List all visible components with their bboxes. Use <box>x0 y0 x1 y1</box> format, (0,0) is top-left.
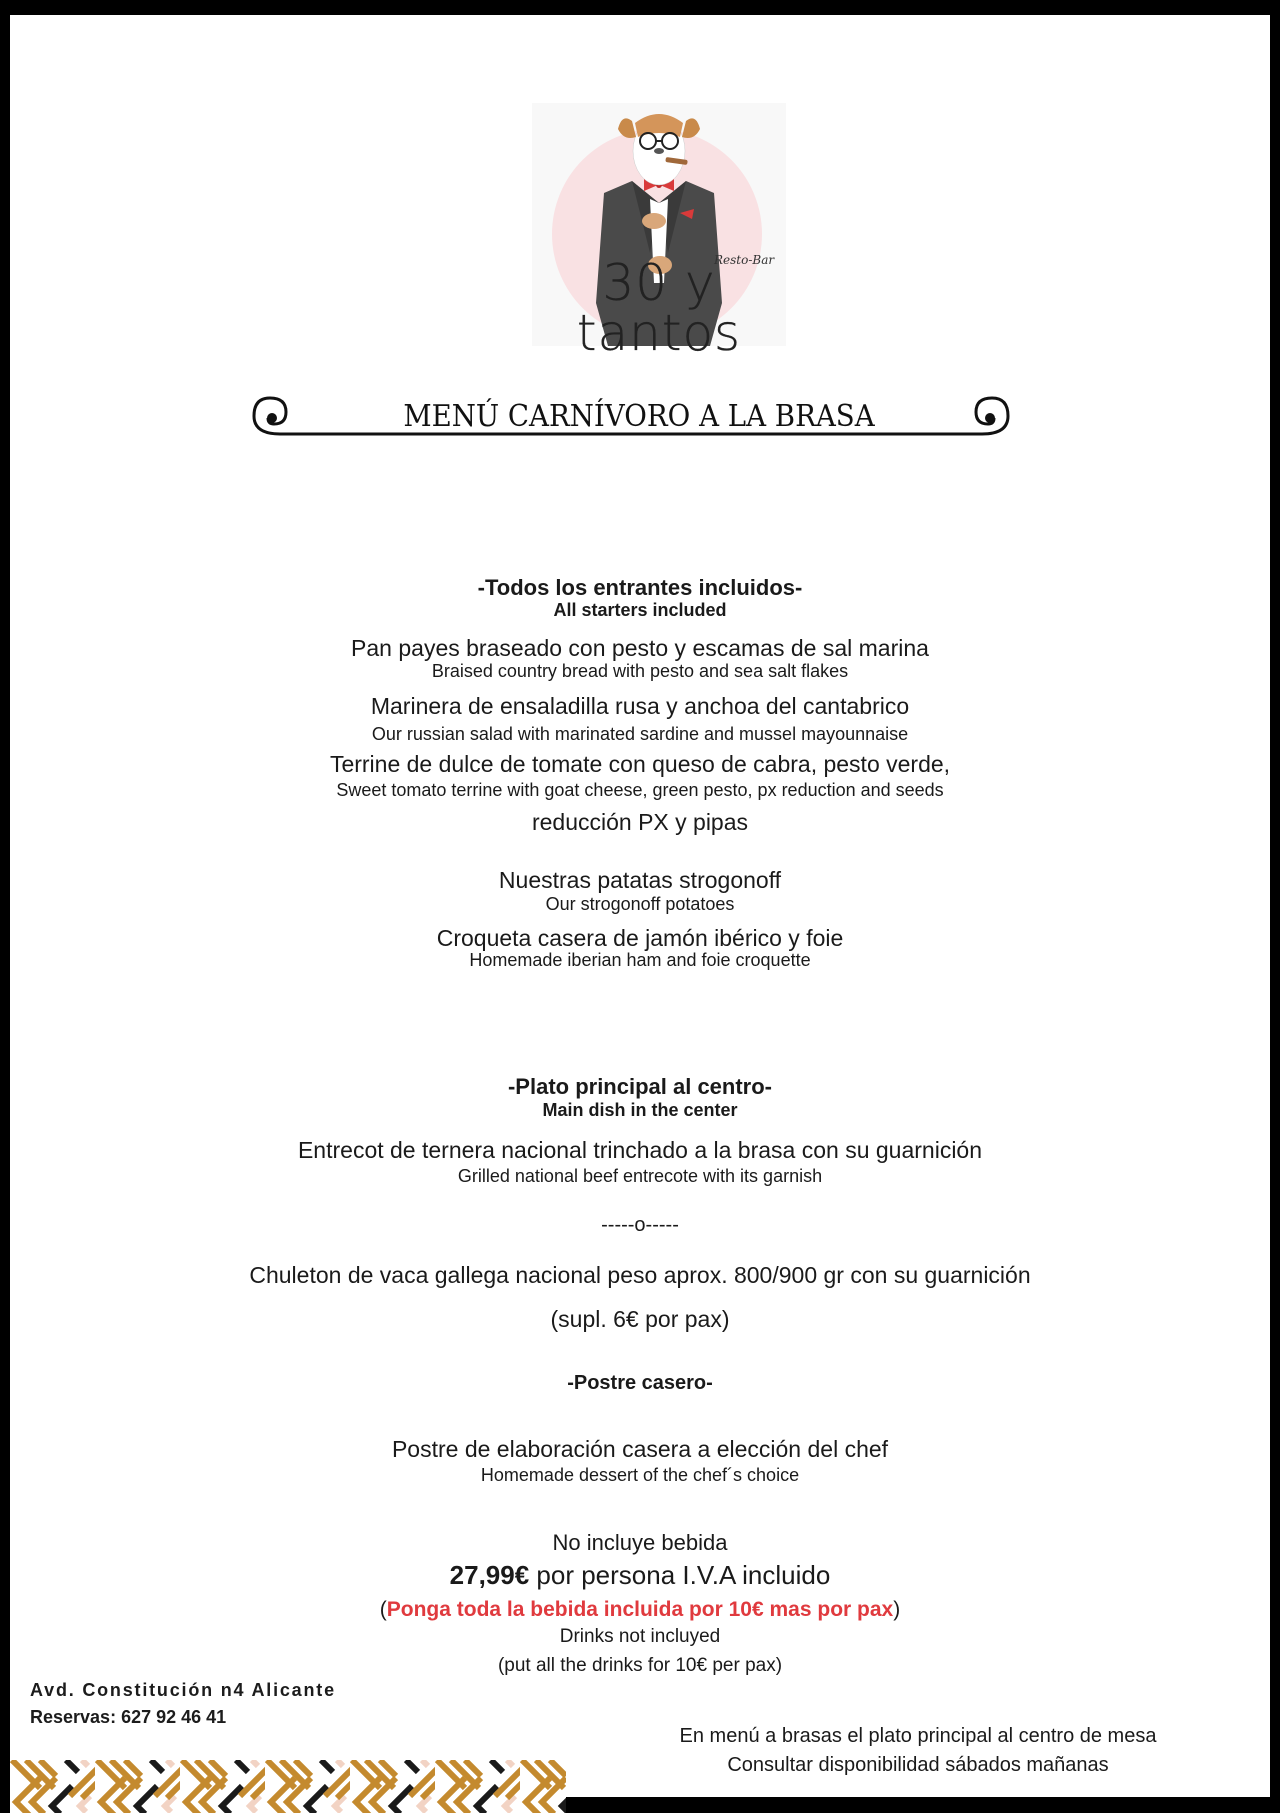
price-line <box>10 1560 1270 1591</box>
drinks-offer: Ponga toda la bebida incluida por 10€ mas por pax <box>386 1598 894 1621</box>
price-value: 27,99€ <box>449 1560 530 1590</box>
main-option-2-es: Chuleton de vaca gallega nacional peso aprox. 800/900 gr con su guarnición <box>249 1262 1031 1288</box>
starters-heading: -Todos los entrantes incluidos- <box>477 575 803 600</box>
starter-item-es: Croqueta casera de jamón ibérico y foie <box>436 925 844 951</box>
starter-item-en: Our russian salad with marinated sardine and mussel mayounnaise <box>371 724 909 744</box>
starter-item-es: Terrine de dulce de tomate con queso de cabra, pesto verde, <box>329 751 951 777</box>
starter-item-en: Sweet tomato terrine with goat cheese, green pesto, px reduction and seeds <box>336 780 944 800</box>
starter-item-en: Homemade iberian ham and foie croquette <box>469 950 811 970</box>
address: Avd. Constitución n4 Alicante <box>30 1680 336 1700</box>
paren-close: ) <box>893 1598 901 1621</box>
dessert-en: Homemade dessert of the chef´s choice <box>480 1465 800 1485</box>
no-drinks-note: No incluye bebida <box>552 1530 728 1555</box>
footer-note-2: Consultar disponibilidad sábados mañanas <box>727 1754 1109 1776</box>
paren-open: ( <box>379 1598 387 1621</box>
reservations-phone: Reservas: 627 92 46 41 <box>30 1707 227 1727</box>
starter-item-es: Nuestras patatas strogonoff <box>498 867 782 893</box>
main-heading: -Plato principal al centro- <box>507 1074 773 1099</box>
no-drinks-en: Drinks not incluyed <box>559 1626 721 1647</box>
bottom-border-bar <box>566 1797 1270 1813</box>
starters-heading-en: All starters included <box>553 600 727 620</box>
logo-brand-name: 30 y tantos <box>576 254 742 362</box>
logo-tagline: Resto-Bar <box>714 253 775 267</box>
title-banner <box>254 389 1036 445</box>
main-option-2-supplement: (supl. 6€ por pax) <box>550 1306 730 1332</box>
footer-note-1: En menú a brasas el plato principal al centro de mesa <box>679 1725 1157 1747</box>
option-separator: -----o----- <box>601 1214 679 1236</box>
starter-item-es-cont: reducción PX y pipas <box>531 809 749 835</box>
main-heading-en: Main dish in the center <box>542 1100 738 1120</box>
dessert-heading: -Postre casero- <box>567 1372 713 1394</box>
chevron-pattern-icon <box>10 1760 566 1813</box>
starter-item-es: Marinera de ensaladilla rusa y anchoa del cantabrico <box>370 693 910 719</box>
main-option-1-es: Entrecot de ternera nacional trinchado a la brasa con su guarnición <box>297 1137 983 1163</box>
price-suffix: por persona I.V.A incluido <box>529 1560 831 1590</box>
decorative-chevron-pattern <box>10 1760 566 1813</box>
starter-item-en: Our strogonoff potatoes <box>545 894 735 914</box>
menu-page <box>10 15 1270 1813</box>
main-option-1-en: Grilled national beef entrecote with its garnish <box>457 1166 823 1186</box>
dessert-es: Postre de elaboración casera a elección del chef <box>391 1436 889 1462</box>
drinks-offer-line <box>10 1598 1270 1622</box>
starter-item-es: Pan payes braseado con pesto y escamas de sal marina <box>351 635 929 661</box>
page-title: MENÚ CARNÍVORO A LA BRASA <box>403 399 875 434</box>
drinks-offer-en: (put all the drinks for 10€ per pax) <box>497 1655 783 1676</box>
starter-item-en: Braised country bread with pesto and sea salt flakes <box>431 661 849 681</box>
restaurant-logo <box>532 103 786 362</box>
